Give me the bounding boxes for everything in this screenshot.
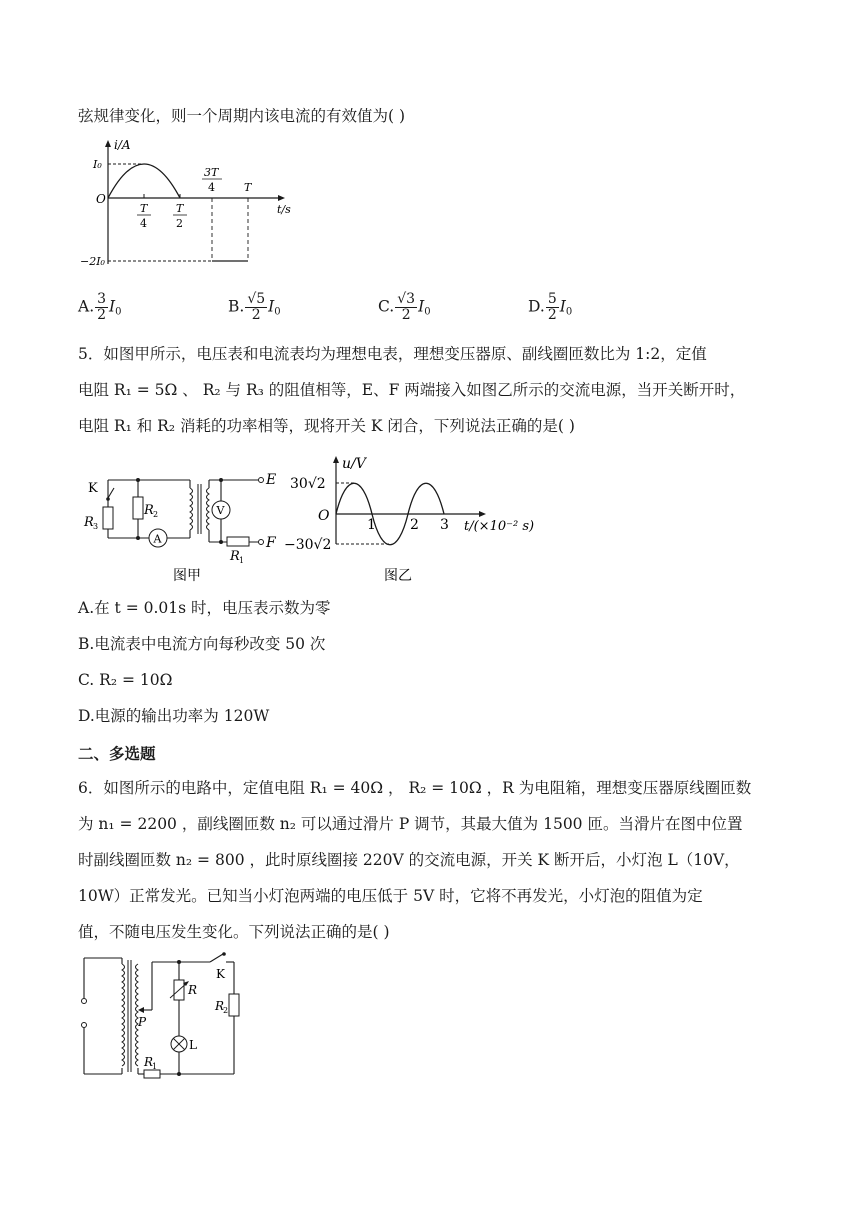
r1-label: R (230, 549, 240, 564)
terminal-e-label: E (266, 472, 277, 488)
r2-label: R (144, 503, 154, 518)
q4-tick-full: T (244, 181, 252, 194)
ammeter-symbol: A (153, 532, 162, 546)
q4-current-graph (76, 136, 296, 276)
q4-tick-3quarter-den: 4 (208, 181, 215, 194)
q6-resistance-box-label: R (188, 983, 198, 997)
q5-x-label: t/(×10⁻² s) (464, 519, 535, 534)
r1-sub: 1 (239, 556, 245, 565)
fig-yi-caption: 图乙 (384, 568, 412, 584)
q4-tick-3quarter-num: 3T (204, 166, 219, 179)
q4-option-a[interactable]: A. $\frac{3}{2}$ $I_0$ (78, 291, 122, 323)
section-multiple-choice-heading: 二、多选题 (78, 745, 156, 763)
r3-label: R (84, 515, 94, 530)
q4-i0-label: I₀ (93, 158, 102, 171)
q5-circuit-jia (80, 462, 290, 586)
q5-option-a[interactable]: A.在 t = 0.01s 时，电压表示数为零 (78, 599, 331, 617)
r3-sub: 3 (93, 522, 99, 531)
q4-tick-half-num: T (176, 202, 184, 215)
q6-r1-label: R (144, 1055, 154, 1069)
q4-tick-half-den: 2 (176, 217, 183, 230)
q6-stem-line-2: 为 n₁ = 2200 ，副线圈匝数 n₂ 可以通过滑片 P 调节，其最大值为 1500 匝。当滑片在图中位置 (78, 815, 743, 833)
q6-stem-line-1: 6．如图所示的电路中，定值电阻 R₁ = 40Ω ， R₂ = 10Ω ，R 为电阻箱，理想变压器原线圈匝数 (78, 779, 752, 797)
q5-y-label: u/V (342, 456, 366, 472)
fig-jia-caption: 图甲 (173, 568, 201, 584)
q4-x-label: t/s (277, 203, 291, 216)
r2-sub: 2 (153, 510, 159, 519)
q5-stem-line-3: 电阻 R₁ 和 R₂ 消耗的功率相等，现将开关 K 闭合，下列说法正确的是( ) (78, 417, 575, 435)
q4-stem-tail: 弦规律变化，则一个周期内该电流的有效值为( ) (78, 107, 406, 125)
q5-stem-line-2: 电阻 R₁ = 5Ω 、 R₂ 与 R₃ 的阻值相等，E、F 两端接入如图乙所示的交流电源，当开关断开时， (78, 381, 746, 399)
q6-stem-line-3: 时副线圈匝数 n₂ = 800 ，此时原线圈接 220V 的交流电源，开关 K 断开后，小灯泡 L（10V， (78, 851, 740, 869)
q6-switch-k-label: K (216, 967, 225, 981)
q4-tick-quarter-num: T (140, 202, 148, 215)
q5-stem-line-1: 5．如图甲所示，电压表和电流表均为理想电表，理想变压器原、副线圈匝数比为 1:2，定值 (78, 345, 707, 363)
q4-option-c[interactable]: C. $\frac{√3}{2}$ $I_0$ (378, 291, 431, 323)
q6-stem-line-5: 值，不随电压发生变化。下列说法正确的是( ) (78, 923, 390, 941)
q4-origin: O (96, 192, 106, 206)
q4-neg2i0-label: −2I₀ (80, 255, 105, 268)
q5-voltage-graph-yi (284, 448, 556, 588)
switch-k-label: K (88, 481, 98, 496)
q5-option-b[interactable]: B.电流表中电流方向每秒改变 50 次 (78, 635, 326, 653)
q5-tick-3: 3 (440, 517, 449, 533)
q5-origin: O (318, 508, 330, 524)
q4-option-b[interactable]: B. $\frac{√5}{2}$ $I_0$ (228, 291, 281, 323)
q5-option-c[interactable]: C. R₂ = 10Ω (78, 671, 173, 689)
q6-lamp-l-label: L (189, 1038, 197, 1052)
q6-circuit (78, 950, 248, 1082)
terminal-f-label: F (266, 535, 276, 551)
q5-tick-2: 2 (410, 517, 419, 533)
q6-slider-p-label: P (138, 1015, 147, 1029)
q5-pos-peak: 30√2 (290, 476, 326, 492)
q5-tick-1: 1 (367, 517, 376, 533)
q6-r2-label: R (215, 999, 225, 1013)
q4-option-d[interactable]: D. $\frac{5}{2}$ $I_0$ (528, 291, 573, 323)
q5-option-d[interactable]: D.电源的输出功率为 120W (78, 707, 270, 725)
q6-r2-sub: 2 (223, 1006, 229, 1015)
voltmeter-symbol: V (216, 504, 225, 517)
q6-stem-line-4: 10W）正常发光。已知当小灯泡两端的电压低于 5V 时，它将不再发光，小灯泡的阻值为定 (78, 887, 703, 905)
q5-neg-peak: −30√2 (284, 537, 332, 553)
q6-r1-sub: 1 (152, 1062, 158, 1071)
q4-y-label: i/A (114, 138, 131, 152)
q4-tick-quarter-den: 4 (140, 217, 147, 230)
